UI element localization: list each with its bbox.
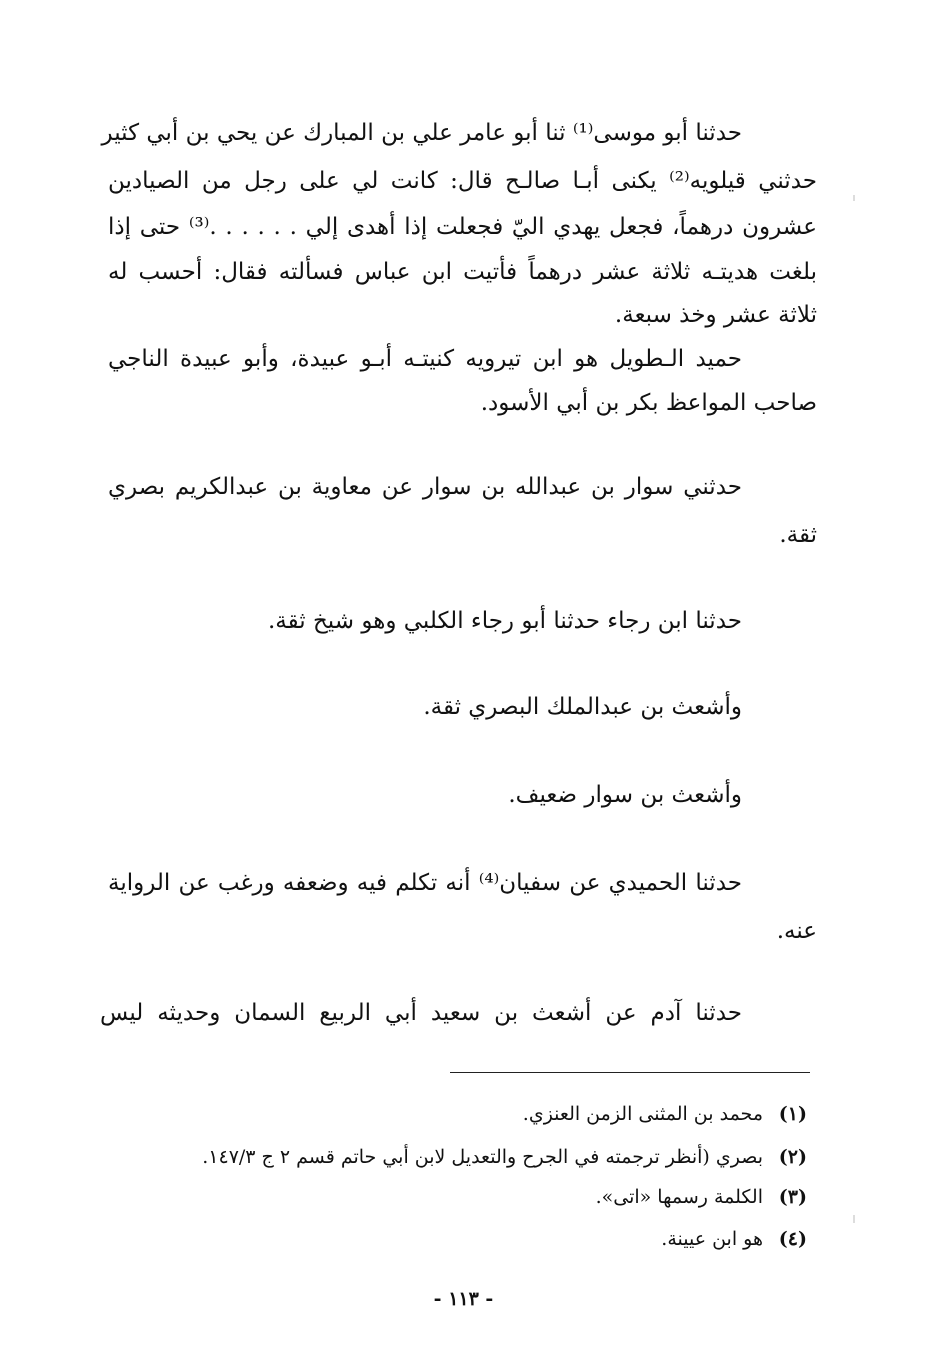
page-number: - ١١٣ - — [433, 1288, 494, 1310]
footnote — [596, 1183, 807, 1211]
text-line: ثقة. — [779, 522, 817, 548]
footnote-number: (٢) — [778, 1146, 807, 1168]
text-line: حدثنا ابن رجاء حدثنا أبو رجاء الكلبي وهو شيخ ثقة. — [267, 608, 742, 634]
scan-mark — [853, 1215, 855, 1223]
footnote-number: (١) — [778, 1103, 807, 1125]
text-line: ثلاثة عشر وخذ سبعة. — [614, 302, 817, 328]
footnote — [661, 1225, 807, 1253]
footnote-text: محمد بن المثنى الزمن العنزي. — [522, 1103, 763, 1125]
text-line: وأشعث بن عبدالملك البصري ثقة. — [423, 694, 742, 720]
text-line: بلغت هديتـه ثلاثة عشر درهماً فأتيت ابن عباس فسألته فقال: أحسب له — [108, 259, 817, 285]
footnote — [523, 1100, 807, 1128]
footnote-text: بصري (أنظر ترجمته في الجرح والتعديل لابن أبي حاتم قسم ٢ ج ١٤٧/٣. — [202, 1146, 763, 1168]
text-line: حميد الـطويل هو ابن تيرويه كنيتـه أبـو عبيدة، وأبو عبيدة الناجي — [108, 346, 742, 372]
scan-mark — [853, 195, 855, 201]
text-line: عنه. — [776, 918, 817, 944]
text-line: وأشعث بن سوار ضعيف. — [508, 782, 742, 808]
footnote-number: (٣) — [778, 1186, 807, 1208]
footnote-separator — [450, 1072, 810, 1073]
text-line: حدثنا أبو موسى⁽¹⁾ ثنا أبو عامر علي بن المبارك عن يحي بن أبي كثير — [101, 120, 742, 146]
text-line: حدثنا الحميدي عن سفيان⁽⁴⁾ أنه تكلم فيه وضعفه ورغب عن الرواية — [108, 870, 742, 896]
text-line: حدثني قيلويه⁽²⁾ يكنى أبـا صالـح قال: كانت لي على رجل من الصيادين — [108, 168, 817, 194]
text-line: حدثني سوار بن عبدالله بن سوار عن معاوية بن عبدالكريم بصري — [108, 474, 742, 500]
footnote-number: (٤) — [778, 1228, 807, 1250]
footnote-text: الكلمة رسمها «اتى». — [595, 1186, 763, 1208]
footnote-text: هو ابن عيينة. — [661, 1228, 763, 1250]
text-line: صاحب المواعظ بكر بن أبي الأسود. — [480, 390, 817, 416]
text-line: حدثنا آدم عن أشعث بن سعيد أبي الربيع السمان وحديثه ليس — [100, 1000, 742, 1026]
text-line: عشرون درهماً، فجعل يهدي اليّ فجعلت إذا أهدى إلي . . . . . .⁽³⁾ حتى إذا — [108, 214, 818, 240]
footnote — [202, 1143, 807, 1171]
